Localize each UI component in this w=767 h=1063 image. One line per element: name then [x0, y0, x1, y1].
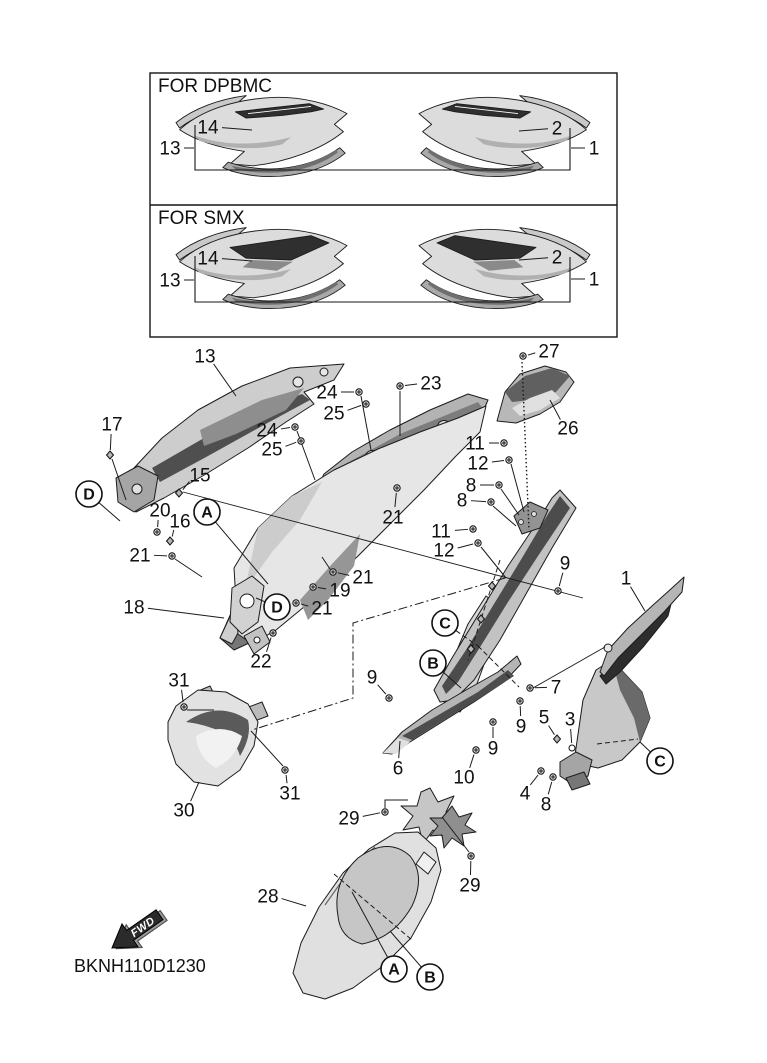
callout-29 — [338, 800, 408, 830]
svg-text:2: 2 — [551, 118, 563, 140]
svg-text:21: 21 — [311, 598, 333, 620]
svg-text:12: 12 — [433, 540, 455, 562]
section-title-dpbmc: FOR DPBMC — [158, 76, 272, 97]
svg-text:12: 12 — [467, 453, 489, 475]
svg-text:23: 23 — [420, 373, 442, 395]
callout-8 — [457, 491, 516, 527]
svg-text:7: 7 — [550, 677, 562, 699]
svg-text:14: 14 — [197, 117, 219, 139]
svg-text:30: 30 — [173, 800, 195, 822]
callout-10 — [453, 747, 479, 789]
svg-text:1: 1 — [620, 568, 632, 590]
svg-text:11: 11 — [431, 521, 451, 543]
callout-30 — [173, 782, 199, 822]
svg-text:29: 29 — [459, 875, 481, 897]
callout-9 — [555, 554, 570, 595]
part-bracket-lower-right — [560, 752, 592, 790]
svg-text:1: 1 — [588, 138, 600, 160]
svg-text:8: 8 — [456, 490, 468, 512]
part-26-cover — [497, 366, 574, 423]
svg-text:27: 27 — [538, 341, 560, 363]
svg-text:14: 14 — [197, 248, 219, 270]
svg-text:9: 9 — [487, 738, 499, 760]
svg-text:22: 22 — [250, 651, 272, 673]
callout-7 — [527, 678, 561, 699]
diagram-code: BKNH110D1230 — [74, 956, 206, 976]
svg-text:21: 21 — [352, 567, 374, 589]
svg-text:C: C — [439, 615, 451, 633]
parts-artwork — [116, 364, 684, 999]
svg-text:24: 24 — [256, 420, 278, 442]
reference-box — [150, 73, 617, 337]
callout-18 — [123, 598, 224, 619]
svg-text:26: 26 — [557, 418, 579, 440]
svg-text:16: 16 — [169, 511, 191, 533]
fwd-arrow — [104, 902, 172, 962]
svg-text:20: 20 — [149, 500, 171, 522]
svg-text:13: 13 — [194, 346, 216, 368]
svg-text:21: 21 — [382, 507, 404, 529]
svg-text:21: 21 — [129, 545, 151, 567]
callout-11 — [431, 522, 476, 543]
svg-text:9: 9 — [366, 667, 378, 689]
svg-text:31: 31 — [279, 783, 301, 805]
ref-circle-C — [640, 742, 673, 774]
callout-9 — [488, 719, 499, 760]
svg-text:9: 9 — [559, 553, 571, 575]
ref-circle-D — [76, 481, 120, 521]
svg-text:31: 31 — [168, 670, 190, 692]
svg-text:8: 8 — [540, 794, 552, 816]
svg-text:25: 25 — [323, 403, 345, 425]
callout-1 — [571, 270, 599, 291]
svg-text:25: 25 — [261, 439, 283, 461]
svg-text:2: 2 — [551, 247, 563, 269]
callout-20 — [149, 501, 170, 536]
svg-text:D: D — [83, 486, 95, 504]
callout-8 — [466, 476, 519, 516]
svg-text:19: 19 — [329, 580, 351, 602]
callout-5 — [539, 708, 561, 744]
svg-text:6: 6 — [392, 758, 404, 780]
svg-text:5: 5 — [538, 707, 550, 729]
svg-text:1: 1 — [588, 269, 600, 291]
svg-text:18: 18 — [123, 597, 145, 619]
dpbmc-right-panel-art — [419, 96, 590, 177]
svg-text:C: C — [654, 753, 666, 771]
svg-text:17: 17 — [101, 414, 123, 436]
callout-28 — [257, 887, 306, 908]
section-title-smx: FOR SMX — [158, 208, 245, 229]
callout-1 — [571, 139, 599, 160]
callout-16 — [167, 512, 191, 546]
callout-8 — [541, 774, 556, 816]
svg-text:13: 13 — [159, 138, 181, 160]
smx-right-panel-art — [419, 228, 590, 309]
svg-text:B: B — [424, 969, 436, 987]
callout-9 — [367, 668, 392, 702]
callout-3 — [565, 710, 576, 752]
callout-13 — [159, 271, 194, 292]
svg-text:11: 11 — [465, 433, 485, 455]
callout-11 — [465, 434, 507, 455]
svg-text:A: A — [388, 961, 400, 979]
svg-text:D: D — [271, 599, 283, 617]
callout-1 — [621, 569, 645, 612]
fwd-label: FWD — [128, 914, 158, 940]
svg-text:4: 4 — [519, 783, 531, 805]
svg-text:15: 15 — [189, 465, 211, 487]
callout-25 — [323, 401, 369, 425]
callout-9 — [516, 698, 527, 738]
svg-text:28: 28 — [257, 886, 279, 908]
svg-text:3: 3 — [564, 709, 576, 731]
svg-text:10: 10 — [453, 767, 475, 789]
svg-text:9: 9 — [515, 716, 527, 738]
svg-text:13: 13 — [159, 270, 181, 292]
svg-text:29: 29 — [338, 808, 360, 830]
part-1-side-cover — [575, 577, 684, 768]
callout-12 — [433, 540, 506, 578]
callout-13 — [194, 347, 236, 397]
svg-text:A: A — [201, 504, 213, 522]
callout-31 — [251, 731, 301, 805]
callout-13 — [159, 139, 194, 160]
callout-27 — [520, 342, 560, 363]
svg-text:24: 24 — [316, 382, 338, 404]
svg-text:B: B — [427, 655, 439, 673]
callout-25 — [261, 438, 304, 461]
callout-21 — [129, 546, 202, 578]
svg-text:8: 8 — [465, 475, 477, 497]
